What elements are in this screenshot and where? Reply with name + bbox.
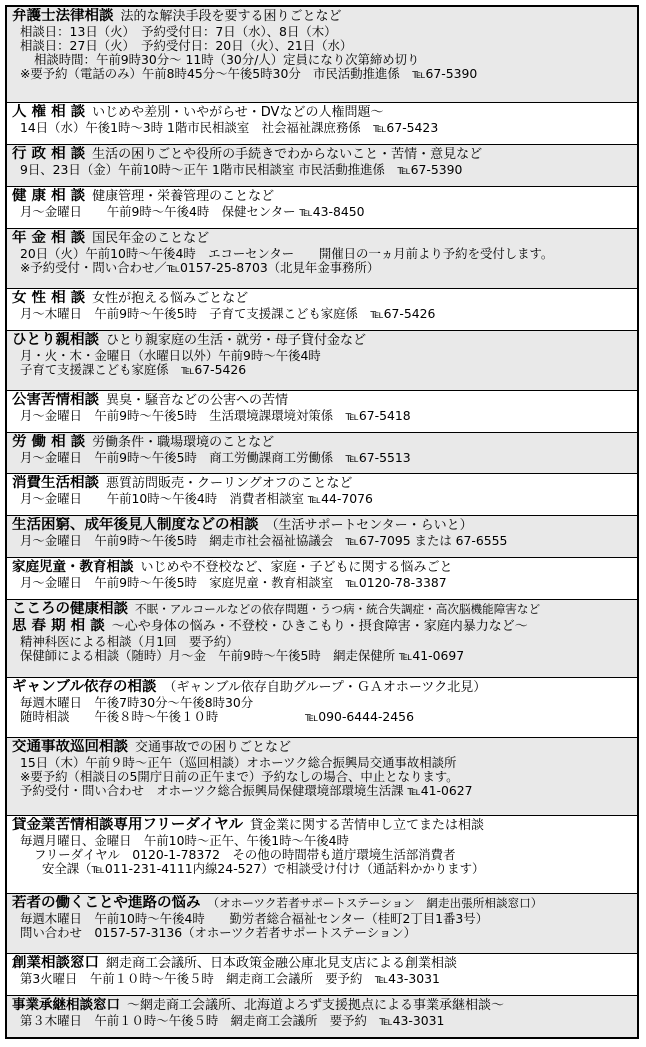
- detail-line: [12, 710, 633, 724]
- detail-line: [12, 770, 633, 784]
- entry-summary: 不眠・アルコールなどの依存問題・うつ病・統合失調症・高次脳機能障害など: [135, 602, 541, 617]
- detail-text: 問い合わせ 0157-57-3136（オホーツク若者サポートステーション）: [20, 926, 417, 941]
- detail-text: 20日（火）午前10時～午後4時 エコーセンター 開催日の一ヵ月前より予約を受付します。: [20, 246, 554, 261]
- detail-text: 第3火曜日 午前１０時～午後５時 網走商工会議所 要予約 ℡43-3031: [20, 972, 440, 987]
- detail-text: 相談時間：午前9時30分～ 11時（30分/人）定員になり次第締め切り: [34, 53, 420, 67]
- detail-text: 月～金曜日 午前9時～午後5時 網走市社会福祉協議会 ℡67-7095 または 67-6555: [20, 534, 508, 549]
- entry-kotsu: [7, 738, 637, 816]
- detail-text: 月～金曜日 午前9時～午後4時 保健センター ℡43-8450: [20, 204, 365, 219]
- detail-line: [12, 756, 633, 770]
- entry-shohi: [7, 474, 637, 516]
- entry-jigyo: [7, 996, 637, 1037]
- detail-text: 月～金曜日 午前9時～午後5時 家庭児童・教育相談室 ℡0120-78-3387: [20, 576, 447, 591]
- detail-line: [12, 39, 633, 53]
- entry-heading: [12, 332, 633, 349]
- entry-title: 生活困窮、成年後見人制度などの相談: [12, 517, 259, 534]
- entry-konkyu: [7, 516, 637, 558]
- entry-heading: [12, 618, 633, 635]
- detail-line: [12, 926, 633, 940]
- entry-bengoshi: [7, 7, 637, 103]
- detail-line: [12, 834, 633, 848]
- entry-summary: 法的な解決手段を要する困りごとなど: [120, 9, 342, 24]
- detail-line: [12, 53, 633, 67]
- detail-line: [12, 696, 633, 710]
- detail-text: 毎週木曜日 午後7時30分～午後8時30分: [20, 696, 254, 711]
- detail-line: [12, 784, 633, 798]
- entry-title: 労 働 相 談: [12, 433, 86, 450]
- entry-title: 年 金 相 談: [12, 229, 86, 246]
- entry-summary: （オホーツク若者サポートステーション 網走出張所相談窓口）: [207, 896, 543, 911]
- entry-summary: 交通事故での困りごとなど: [135, 740, 292, 756]
- entry-summary: 労働条件・職場環境のことなど: [92, 434, 275, 450]
- detail-text: ※要予約（電話のみ）午前8時45分～午後5時30分 市民活動推進係 ℡67-5390: [20, 67, 478, 81]
- entry-rodo: [7, 433, 637, 475]
- entry-title: ひとり親相談: [12, 331, 99, 348]
- entry-heading: [12, 955, 633, 972]
- detail-line: [12, 649, 633, 663]
- detail-line: [12, 363, 633, 377]
- detail-text: 15日（木）午前９時～正午（巡回相談）オホーツク総合振興局交通事故相談所: [20, 756, 457, 771]
- entry-summary: 異臭・騒音などの公害への苦情: [106, 392, 289, 408]
- entry-title: 貸金業苦情相談専用フリーダイヤル: [12, 817, 243, 834]
- entry-title: 交通事故巡回相談: [12, 739, 128, 756]
- detail-line: [12, 261, 633, 275]
- entry-heading: [12, 188, 633, 205]
- detail-line: [12, 534, 633, 548]
- entry-summary: （ギャンブル依存自助グループ・ＧＡオホーツク北見）: [163, 680, 487, 696]
- entry-summary: いじめや差別・いやがらせ・DVなどの人権問題～: [92, 105, 384, 121]
- entry-title: 女 性 相 談: [12, 289, 86, 306]
- entry-hitorioya: [7, 331, 637, 391]
- detail-text: 予約受付・問い合わせ オホーツク総合振興局保健環境部環境生活課 ℡41-0627: [20, 784, 473, 799]
- entry-josei: [7, 289, 637, 331]
- detail-line: [12, 972, 633, 986]
- entry-summary: 健康管理・栄養管理のことなど: [92, 188, 275, 204]
- entry-heading: [12, 517, 633, 534]
- entry-summary: 生活の困りごとや役所の手続きでわからないこと・苦情・意見など: [92, 146, 483, 162]
- detail-line: [12, 1014, 633, 1028]
- detail-line: [12, 163, 633, 177]
- detail-text: 14日（水）午後1時～3時 1階市民相談室 社会福祉課庶務係 ℡67-5423: [20, 121, 439, 136]
- entry-kenko: [7, 187, 637, 229]
- entry-gamble: [7, 678, 637, 738]
- detail-text: 毎週月曜日、金曜日 午前10時～正午、午後1時～午後4時: [20, 834, 349, 849]
- entry-katei: [7, 558, 637, 600]
- entry-summary: 貸金業に関する苦情申し立てまたは相談: [249, 818, 484, 834]
- detail-text: 月～木曜日 午前9時～午後5時 子育て支援課こども家庭係 ℡67-5426: [20, 306, 436, 321]
- entry-heading: [12, 434, 633, 451]
- entry-heading: [12, 392, 633, 409]
- entry-title: 事業承継相談窓口: [12, 997, 120, 1013]
- entry-title: 消費生活相談: [12, 475, 99, 492]
- detail-line: [12, 912, 633, 926]
- detail-line: [12, 576, 633, 590]
- detail-line: [12, 635, 633, 649]
- entry-heading: [12, 895, 633, 912]
- entry-title: 人 権 相 談: [12, 104, 86, 121]
- detail-line: [12, 349, 633, 363]
- detail-line: [12, 451, 633, 465]
- detail-text: 安全課（℡011-231-4111内線24-527）で相談受け付け（通話料かかります）: [42, 862, 485, 877]
- entry-title: 弁護士法律相談: [12, 8, 114, 24]
- detail-text: 月・火・木・金曜日（水曜日以外）午前9時～午後4時: [20, 348, 321, 363]
- detail-line: [12, 862, 633, 876]
- entry-summary: 悪質訪問販売・クーリングオフのことなど: [106, 476, 353, 492]
- entry-title: 健 康 相 談: [12, 187, 86, 204]
- detail-text: 月～金曜日 午前9時～午後5時 商工労働課商工労働係 ℡67-5513: [20, 450, 411, 465]
- entry-nenkin: [7, 229, 637, 289]
- detail-line: [12, 492, 633, 506]
- entry-summary: 女性が抱える悩みごとなど: [92, 290, 249, 306]
- detail-line: [12, 25, 633, 39]
- entry-summary: いじめや不登校など、家庭・子どもに関する悩みごと: [140, 560, 453, 576]
- detail-text: フリーダイヤル 0120-1-78372 その他の時間帯も道庁環境生活部消費者: [34, 848, 456, 863]
- entry-heading: [12, 475, 633, 492]
- entry-title: 家庭児童・教育相談: [12, 559, 134, 576]
- entry-summary: ～網走商工会議所、北海道よろず支援拠点による事業承継相談～: [127, 998, 505, 1013]
- entry-title: 公害苦情相談: [12, 391, 99, 408]
- detail-text: 月～金曜日 午前10時～午後4時 消費者相談室 ℡44-7076: [20, 492, 373, 507]
- detail-text: 子育て支援課こども家庭係 ℡67-5426: [20, 362, 247, 377]
- detail-text: 精神科医による相談（月1回 要予約）: [20, 635, 239, 650]
- entry-heading: [12, 8, 633, 25]
- entry-heading: [12, 290, 633, 307]
- entry-summary: ひとり親家庭の生活・就労・母子貸付金など: [106, 332, 367, 348]
- entry-summary: ～心や身体の悩み・不登校・ひきこもり・摂食障害・家庭内暴力など～: [111, 619, 528, 635]
- entry-title: こころの健康相談: [12, 601, 128, 618]
- detail-text: 保健師による相談（随時）月～金 午前9時～午後5時 網走保健所 ℡41-0697: [20, 649, 465, 664]
- detail-text: ※要予約（相談日の5開庁日前の正午まで）予約なしの場合、中止となります。: [20, 770, 459, 785]
- detail-text: 毎週木曜日 午前10時～午後4時 勤労者総合福祉センター（桂町2丁目1番3号）: [20, 912, 489, 927]
- detail-text: 第３木曜日 午前１０時～午後５時 網走商工会議所 要予約 ℡43-3031: [20, 1014, 445, 1028]
- entry-gyosei: [7, 145, 637, 187]
- entry-jinken: [7, 103, 637, 145]
- detail-line: [12, 409, 633, 423]
- entry-heading: [12, 230, 633, 247]
- entry-sogyo: [7, 954, 637, 996]
- entry-summary: 国民年金のことなど: [92, 230, 210, 246]
- entry-heading: [12, 739, 633, 756]
- entry-wakamono: [7, 894, 637, 954]
- detail-line: [12, 848, 633, 862]
- entry-kashikin: [7, 816, 637, 894]
- entry-heading: [12, 817, 633, 834]
- detail-line: [12, 67, 633, 81]
- detail-text: 随時相談 午後８時～午後１０時 ℡090-6444-2456: [20, 710, 414, 725]
- consultation-list: [5, 5, 639, 1039]
- entry-heading: [12, 679, 633, 696]
- entry-title: 創業相談窓口: [12, 955, 99, 972]
- entry-heading: [12, 104, 633, 121]
- entry-kogai: [7, 391, 637, 433]
- entry-title: 思 春 期 相 談: [12, 618, 105, 635]
- detail-line: [12, 247, 633, 261]
- entry-summary: （生活サポートセンター・らいと）: [265, 518, 473, 534]
- detail-text: 相談日：27日（火） 予約受付日：20日（火）、21日（水）: [20, 39, 353, 53]
- entry-summary: 網走商工会議所、日本政策金融公庫北見支店による創業相談: [106, 956, 458, 972]
- detail-text: 月～金曜日 午前9時～午後5時 生活環境課環境対策係 ℡67-5418: [20, 408, 411, 423]
- detail-text: ※予約受付・問い合わせ／℡0157-25-8703（北見年金事務所）: [20, 260, 380, 275]
- detail-line: [12, 307, 633, 321]
- detail-text: 相談日：13日（火） 予約受付日：7日（水）、8日（木）: [20, 25, 337, 39]
- entry-title: 若者の働くことや進路の悩み: [12, 895, 201, 912]
- entry-kokoro: [7, 600, 637, 678]
- entry-heading: [12, 997, 633, 1014]
- entry-heading: [12, 146, 633, 163]
- detail-line: [12, 205, 633, 219]
- detail-text: 9日、23日（金）午前10時～正午 1階市民相談室 市民活動推進係 ℡67-5390: [20, 162, 463, 177]
- entry-heading: [12, 559, 633, 576]
- detail-line: [12, 121, 633, 135]
- entry-heading: [12, 601, 633, 618]
- entry-title: 行 政 相 談: [12, 145, 86, 162]
- entry-title: ギャンブル依存の相談: [12, 679, 157, 696]
